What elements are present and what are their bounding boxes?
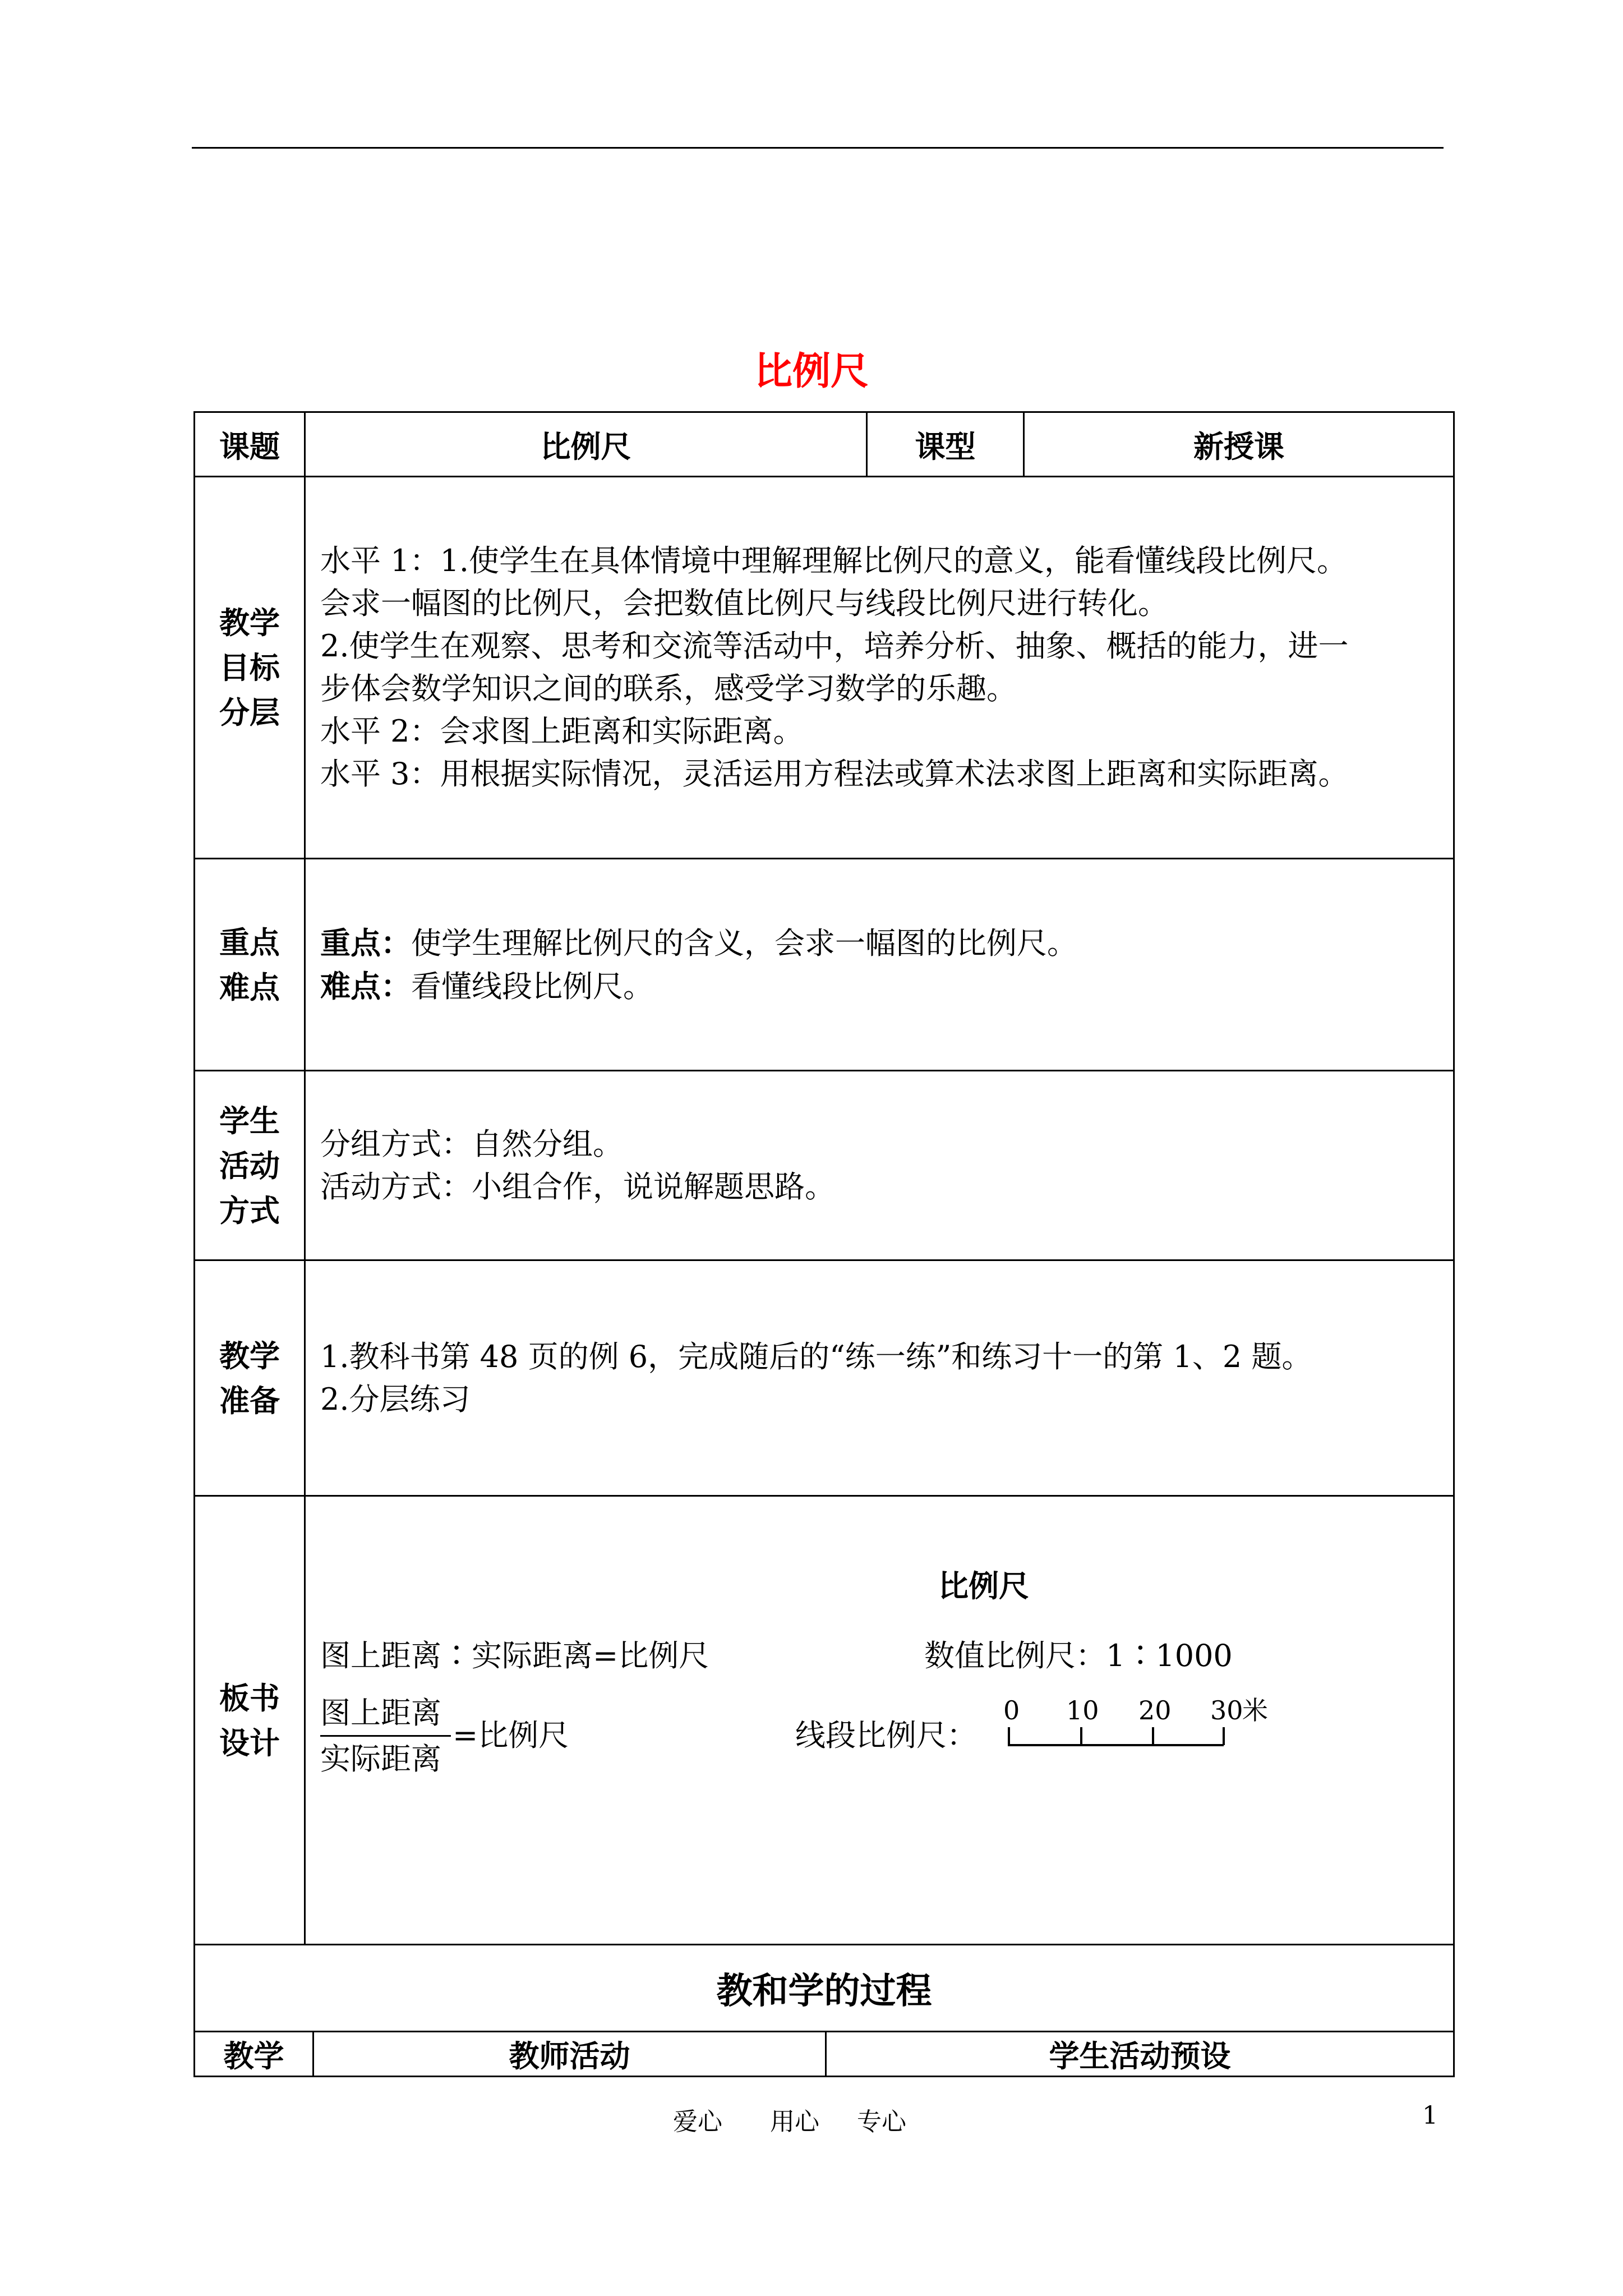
page-number: 1	[1422, 2101, 1438, 2130]
process-col-student: 学生活动预设	[826, 2032, 1454, 2077]
hard-text: 看懂线段比例尺。	[411, 968, 653, 1004]
footer-item: 用心	[770, 2108, 819, 2136]
type-label: 课型	[867, 412, 1024, 477]
header-rule	[192, 147, 1444, 149]
key-points-content	[305, 859, 1454, 1071]
board-design-label: 板书 设计	[195, 1496, 305, 1945]
hard-label: 难点：	[320, 968, 411, 1004]
board-design-row	[195, 1496, 1454, 1945]
fraction-bar	[320, 1735, 451, 1737]
scale-tick-label-20: 20	[1138, 1695, 1172, 1726]
activity-line: 分组方式：自然分组。	[320, 1126, 623, 1162]
scale-tick-label-0: 0	[1003, 1695, 1020, 1726]
topic-value: 比例尺	[305, 412, 867, 477]
key-points-row	[195, 859, 1454, 1071]
footer-item: 专心	[857, 2108, 906, 2136]
student-activity-content	[305, 1071, 1454, 1260]
scale-tick-label-30: 30	[1210, 1695, 1243, 1726]
scale-tick-label-10: 10	[1066, 1695, 1099, 1726]
board-formula: 图上距离∶实际距离=比例尺	[320, 1637, 709, 1673]
student-activity-row	[195, 1071, 1454, 1260]
fraction-denominator: 实际距离	[320, 1741, 441, 1777]
type-value: 新授课	[1024, 412, 1454, 477]
objective-line: 2.使学生在观察、思考和交流等活动中，培养分析、抽象、概括的能力，进一	[320, 628, 1349, 664]
preparation-row	[195, 1260, 1454, 1496]
preparation-line: 2.分层练习	[320, 1381, 471, 1417]
key-points-label: 重点 难点	[195, 859, 305, 1071]
lesson-plan-table	[193, 411, 1453, 2077]
numeric-scale: 数值比例尺：1∶1000	[924, 1637, 1233, 1673]
preparation-label: 教学 准备	[195, 1260, 305, 1496]
line-scale-label: 线段比例尺：	[795, 1717, 977, 1753]
fraction-numerator: 图上距离	[320, 1695, 441, 1731]
objectives-label: 教学 目标 分层	[195, 477, 305, 859]
preparation-content	[305, 1260, 1454, 1496]
process-col-teacher: 教师活动	[313, 2032, 826, 2077]
scale-baseline	[1008, 1744, 1224, 1746]
board-design-content	[305, 1496, 1454, 1945]
objective-line: 水平 3：用根据实际情况，灵活运用方程法或算术法求图上距离和实际距离。	[320, 756, 1349, 792]
scale-unit: 米	[1242, 1695, 1268, 1726]
objective-line: 水平 2：会求图上距离和实际距离。	[320, 714, 804, 749]
objective-line: 步体会数学知识之间的联系，感受学习数学的乐趣。	[320, 671, 1017, 706]
objectives-row	[195, 477, 1454, 859]
board-title: 比例尺	[938, 1567, 1029, 1604]
scale-tick	[1080, 1727, 1082, 1745]
key-text: 使学生理解比例尺的含义，会求一幅图的比例尺。	[411, 925, 1077, 961]
scale-tick	[1223, 1727, 1225, 1745]
fraction-result: =比例尺	[453, 1717, 569, 1753]
footer-item: 爱心	[673, 2108, 722, 2136]
preparation-line: 1.教科书第 48 页的例 6，完成随后的“练一练”和练习十一的第 1、2 题。	[320, 1338, 1312, 1374]
key-label: 重点：	[320, 924, 411, 961]
objective-line: 会求一幅图的比例尺，会把数值比例尺与线段比例尺进行转化。	[320, 586, 1168, 621]
scale-tick	[1152, 1727, 1154, 1745]
student-activity-label: 学生 活动 方式	[195, 1071, 305, 1260]
process-title: 教和学的过程	[195, 1945, 1454, 2032]
topic-label: 课题	[195, 412, 305, 477]
scale-tick	[1008, 1727, 1010, 1745]
process-col-teaching: 教学	[195, 2032, 313, 2077]
objectives-content	[305, 477, 1454, 859]
document-title: 比例尺	[754, 349, 869, 394]
process-header-row	[195, 2032, 1454, 2077]
topic-row	[195, 412, 1454, 477]
activity-line: 活动方式：小组合作，说说解题思路。	[320, 1168, 835, 1204]
objective-line: 水平 1：1.使学生在具体情境中理解理解比例尺的意义，能看懂线段比例尺。	[320, 543, 1348, 578]
process-title-row	[195, 1945, 1454, 2032]
